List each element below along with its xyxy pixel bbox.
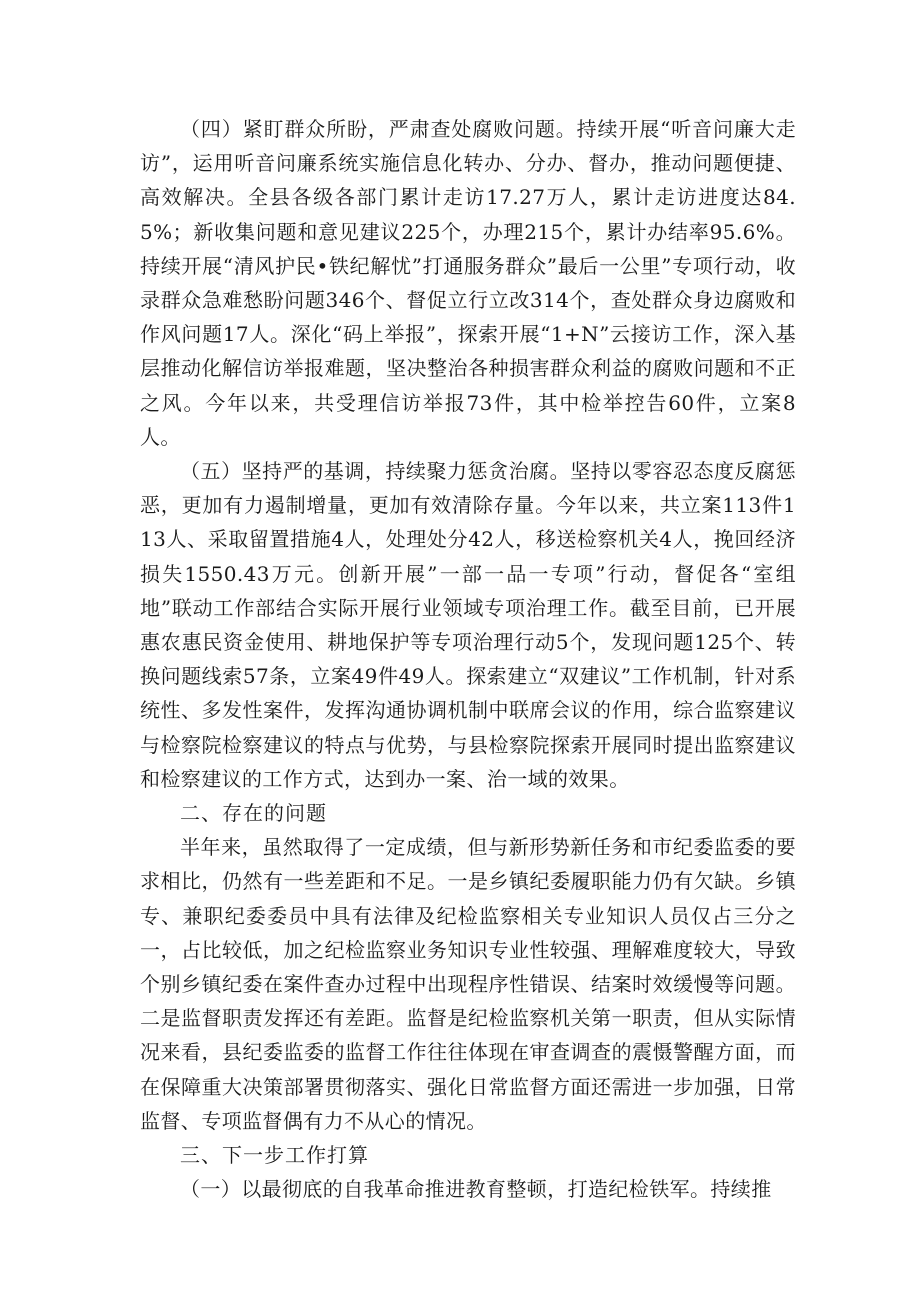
paragraph-next-one: （一）以最彻底的自我革命推进教育整顿，打造纪检铁军。持续推 [180, 1177, 772, 1202]
section-heading-problems: 二、存在的问题 [180, 801, 327, 826]
paragraph-four-petitions: （四）紧盯群众所盼，严肃查处腐败问题。持续开展“听音问廉大走访”，运用听音问廉系统实施信息化转办、分办、督办，推动问题便捷、高效解决。全县各级各部门累计走访17.27万人，累计走访进度达84.5%；新收集问题和意见建议225个，办理215个，累计办结率95.6%。持续开展“清风护民•铁纪解忧”打通服务群众”最后一公里”专项行动，收录群众急难愁盼问题346个、督促立行立改314个，查处群众身边腐败和作风问题17人。深化“码上举报”，探索开展“1+N”云接访工作，深入基层推动化解信访举报难题，坚决整治各种损害群众利益的腐败问题和不正之风。今年以来，共受理信访举报73件，其中检举控告60件，立案8人。 [140, 117, 796, 449]
paragraph-five-anticorruption: （五）坚持严的基调，持续聚力惩贪治腐。坚持以零容忍态度反腐惩恶，更加有力遏制增量，更加有效清除存量。今年以来，共立案113件113人、采取留置措施4人，处理处分42人，移送检察机关4人，挽回经济损失1550.43万元。创新开展”一部一品一专项”行动，督促各“室组地”联动工作部结合实际开展行业领域专项治理工作。截至目前，已开展惠农惠民资金使用、耕地保护等专项治理行动5个，发现问题125个、转换问题线索57条，立案49件49人。探索建立“双建议”工作机制，针对系统性、多发性案件，发挥沟通协调机制中联席会议的作用，综合监察建议与检察院检察建议的特点与优势，与县检察院探索开展同时提出监察建议和检察建议的工作方式，达到办一案、治一域的效果。 [140, 459, 796, 791]
section-heading-next-steps: 三、下一步工作打算 [180, 1143, 369, 1168]
paragraph-problems: 半年来，虽然取得了一定成绩，但与新形势新任务和市纪委监委的要求相比，仍然有一些差距和不足。一是乡镇纪委履职能力仍有欠缺。乡镇专、兼职纪委委员中具有法律及纪检监察相关专业知识人员仅占三分之一，占比较低，加之纪检监察业务知识专业性较强、理解难度较大，导致个别乡镇纪委在案件查办过程中出现程序性错误、结案时效缓慢等问题。二是监督职责发挥还有差距。监督是纪检监察机关第一职责，但从实际情况来看，县纪委监委的监督工作往往体现在审查调查的震慑警醒方面，而在保障重大决策部署贯彻落实、强化日常监督方面还需进一步加强，日常监督、专项监督偶有力不从心的情况。 [140, 835, 796, 1133]
